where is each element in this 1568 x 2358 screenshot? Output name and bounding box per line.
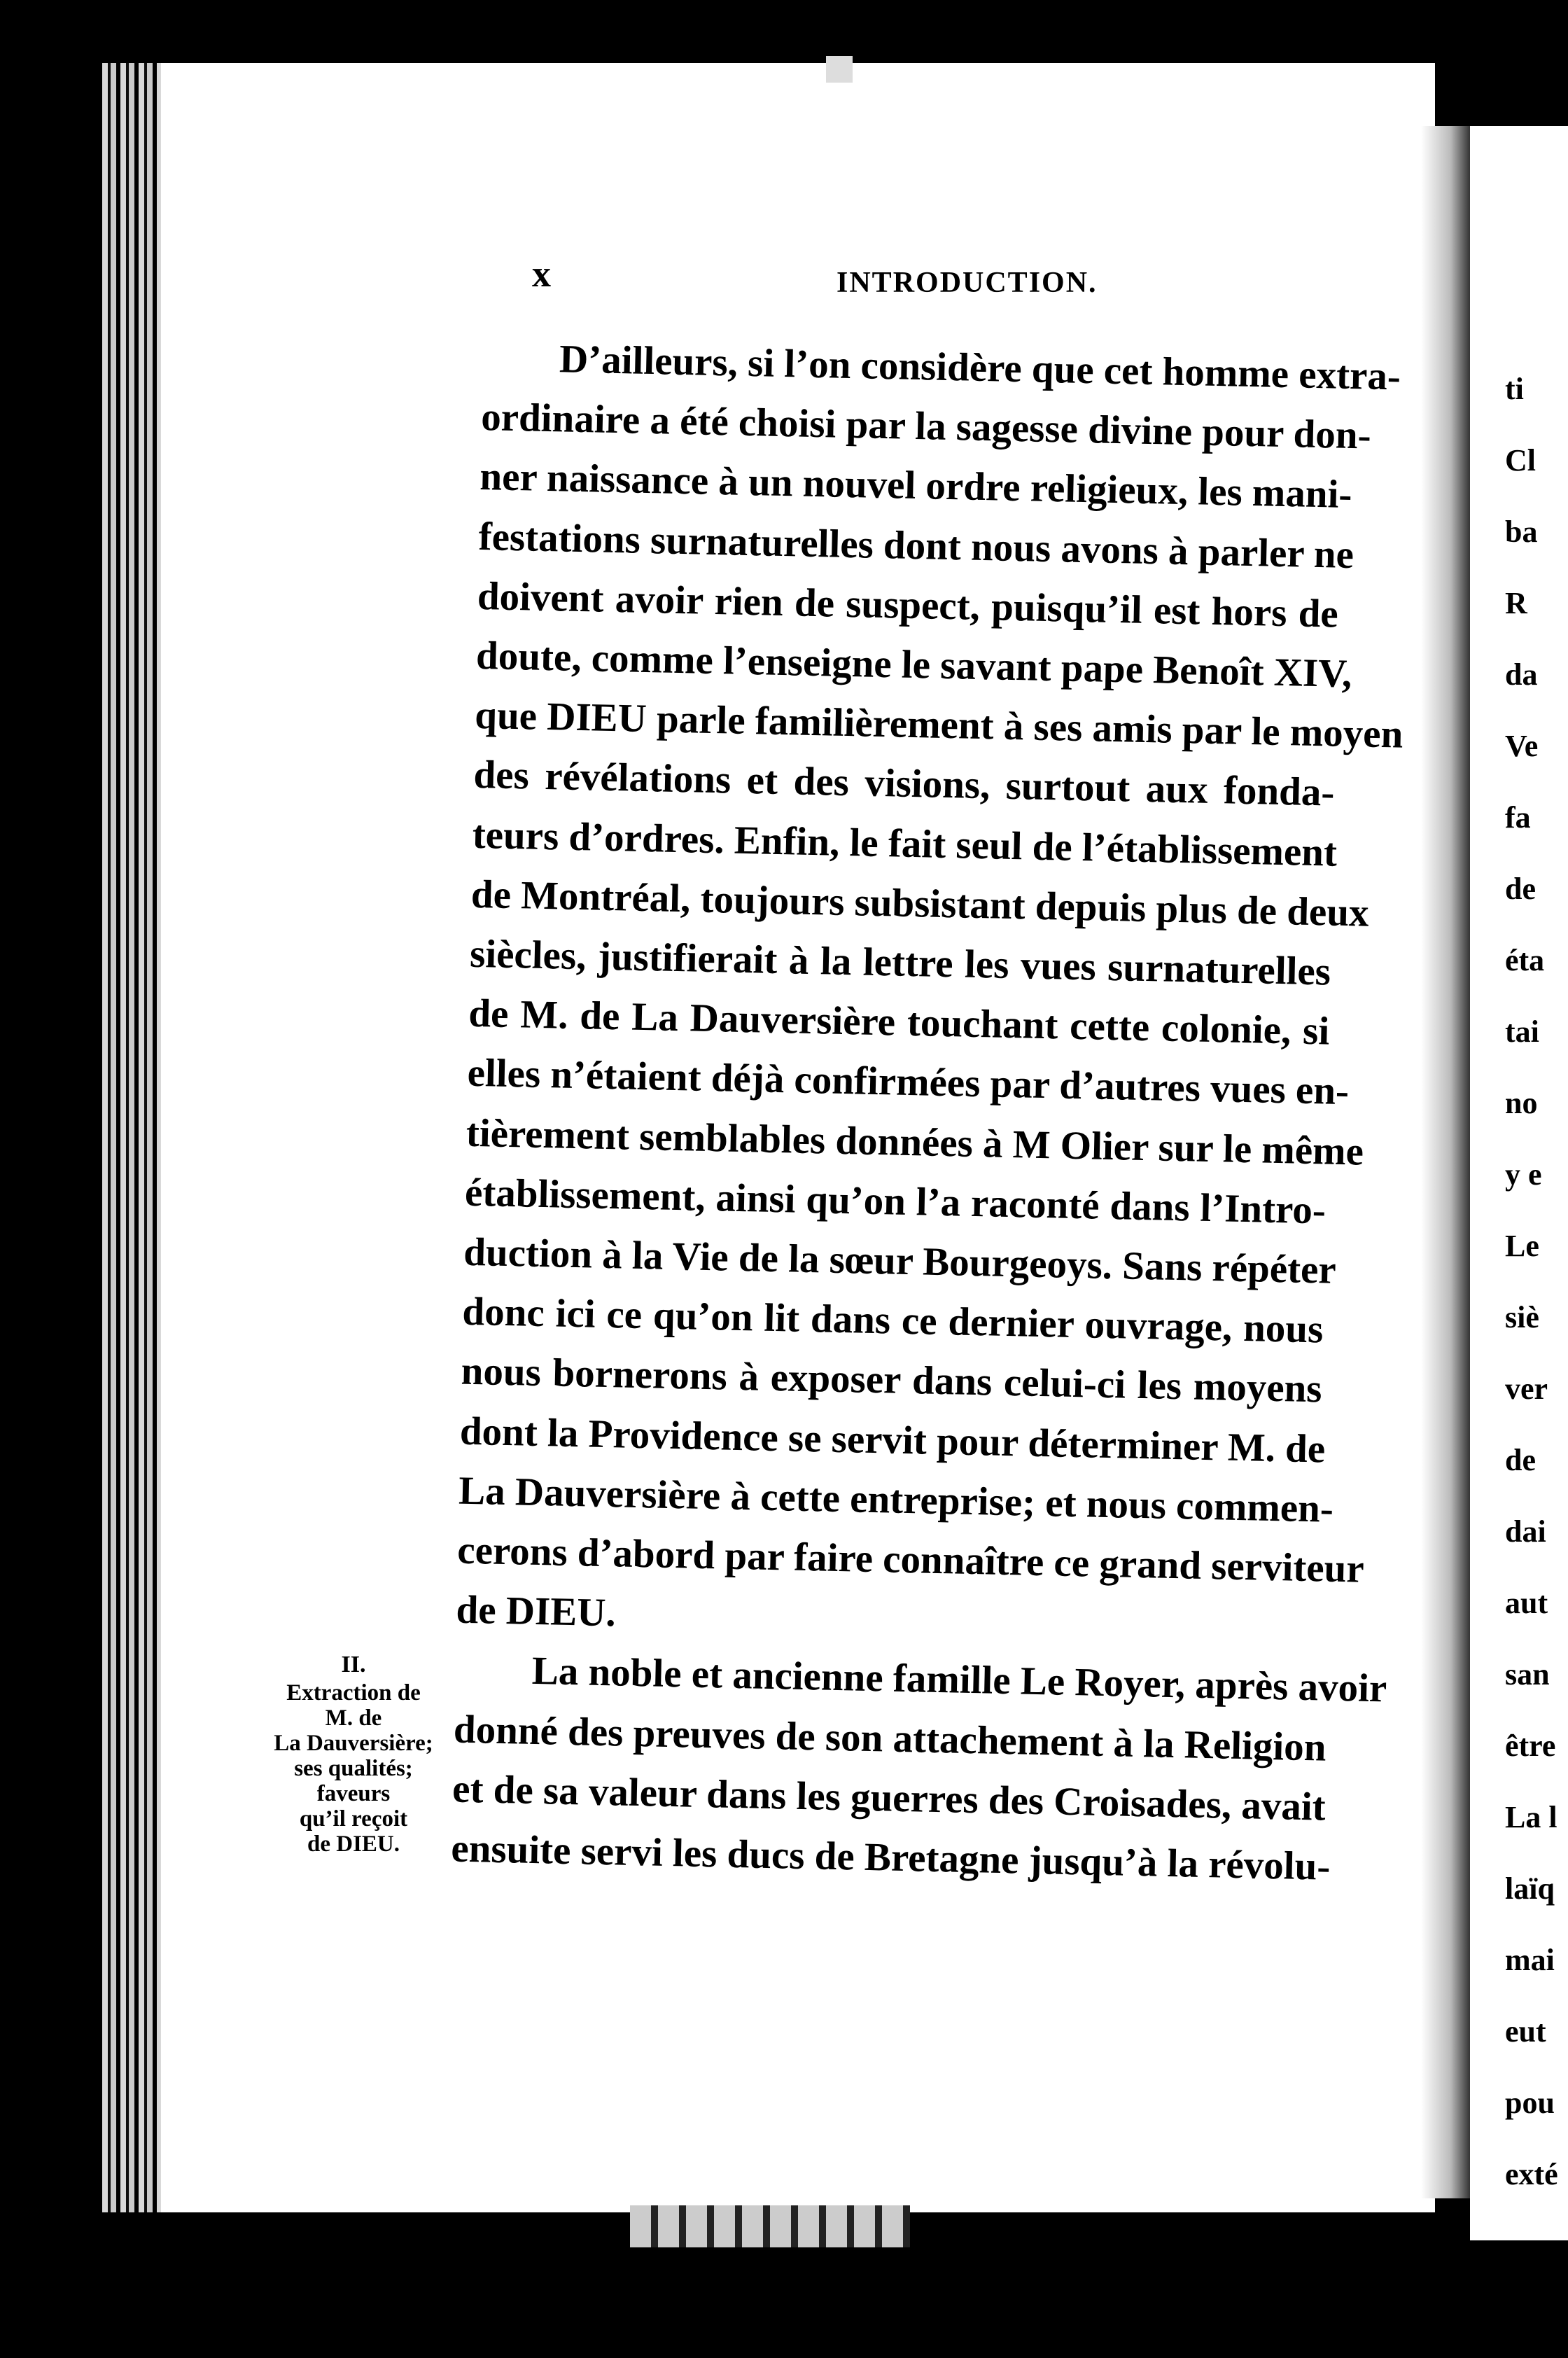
margin-note-line: qu’il reçoit bbox=[299, 1806, 408, 1832]
page-number: x bbox=[532, 253, 551, 295]
body-text bbox=[450, 328, 1404, 1897]
facing-page-fragment: no bbox=[1505, 1086, 1538, 1120]
facing-page-fragment: fa bbox=[1505, 800, 1531, 835]
text-line: des révélations et des visions, surtout aux fonda- bbox=[472, 753, 1336, 816]
margin-note-line: Extraction de bbox=[286, 1680, 421, 1705]
text-line: cerons d’abord par faire connaître ce grand serviteur bbox=[456, 1528, 1365, 1591]
text-line: siècles, justifierait à la lettre les vues surnaturelles bbox=[469, 931, 1331, 994]
text-line: La Dauversière à cette entreprise; et nous commen- bbox=[458, 1468, 1334, 1531]
facing-page-fragment: de bbox=[1505, 1443, 1536, 1477]
running-title: INTRODUCTION. bbox=[836, 267, 1098, 299]
text-line: établissement, ainsi qu’on l’a raconté dans l’Intro- bbox=[464, 1170, 1326, 1233]
margin-note-line: faveurs bbox=[316, 1781, 391, 1806]
text-line: nous bornerons à exposer dans celui-ci les moyens bbox=[461, 1349, 1323, 1411]
facing-page-fragment: Le bbox=[1505, 1229, 1539, 1263]
facing-page-fragment: laïq bbox=[1505, 1871, 1555, 1906]
facing-page-fragment: ver bbox=[1505, 1372, 1548, 1406]
text-line: ensuite servi les ducs de Bretagne jusqu’à la révolu- bbox=[450, 1826, 1331, 1889]
facing-page-fragment: tai bbox=[1505, 1014, 1539, 1049]
facing-page-fragment: être bbox=[1505, 1729, 1556, 1763]
facing-page-fragment: R bbox=[1505, 586, 1527, 620]
facing-page-fragment: aut bbox=[1505, 1586, 1548, 1620]
margin-note-line: ses qualités; bbox=[294, 1756, 413, 1781]
text-line: et de sa valeur dans les guerres des Croisades, avait bbox=[451, 1766, 1326, 1829]
facing-page-fragment: ti bbox=[1505, 372, 1524, 406]
facing-page-fragment: éta bbox=[1505, 943, 1545, 977]
facing-page-fragment: y e bbox=[1505, 1157, 1542, 1192]
margin-note bbox=[252, 1652, 455, 1857]
facing-page-fragment: pou bbox=[1505, 2086, 1555, 2120]
text-line: La noble et ancienne famille Le Royer, après avoir bbox=[531, 1649, 1387, 1711]
margin-note-line: La Dauversière; bbox=[274, 1731, 433, 1756]
facing-page-fragment: Cl bbox=[1505, 443, 1536, 477]
facing-page-fragment: de bbox=[1505, 872, 1536, 906]
text-line: doivent avoir rien de suspect, puisqu’il est hors de bbox=[477, 573, 1339, 636]
text-line: de Montréal, toujours subsistant depuis plus de deux bbox=[470, 872, 1370, 935]
facing-page-fragment: san bbox=[1505, 1657, 1550, 1691]
text-line: que DIEU parle familièrement à ses amis par le moyen bbox=[474, 693, 1404, 757]
text-line: donné des preuves de son attachement à la Religion bbox=[453, 1707, 1327, 1770]
text-line: D’ailleurs, si l’on considère que cet homme extra- bbox=[559, 337, 1401, 399]
facing-page-fragment: mai bbox=[1505, 1943, 1555, 1977]
scanner-clip-bottom bbox=[630, 2205, 910, 2247]
gutter-shadow bbox=[1421, 126, 1470, 2198]
text-line: dont la Providence se servit pour déterminer M. de bbox=[459, 1409, 1326, 1472]
facing-page-fragment: da bbox=[1505, 657, 1538, 692]
text-line: tièrement semblables données à M Olier sur le même bbox=[465, 1110, 1364, 1174]
facing-page-fragment: siè bbox=[1505, 1300, 1539, 1334]
book-page-edges bbox=[98, 63, 168, 2212]
text-line: de M. de La Dauversière touchant cette colonie, si bbox=[468, 991, 1330, 1054]
facing-page-fragment: exté bbox=[1505, 2157, 1558, 2191]
text-line: elles n’étaient déjà confirmées par d’autres vues en- bbox=[467, 1051, 1350, 1114]
facing-page-fragment: Ve bbox=[1505, 729, 1539, 763]
facing-page-fragment: eut bbox=[1505, 2014, 1546, 2049]
text-line: ordinaire a été choisi par la sagesse divine pour don- bbox=[480, 395, 1372, 458]
text-line: festations surnaturelles dont nous avons à parler ne bbox=[478, 514, 1354, 577]
margin-note-line: M. de bbox=[325, 1705, 382, 1731]
scanner-clip-top bbox=[826, 56, 853, 83]
text-line: de DIEU. bbox=[455, 1587, 617, 1635]
text-line: teurs d’ordres. Enfin, le fait seul de l’établissement bbox=[472, 812, 1338, 875]
facing-page-fragment: dai bbox=[1505, 1514, 1546, 1549]
text-line: ner naissance à un nouvel ordre religieux, les mani- bbox=[479, 454, 1353, 517]
margin-note-number: II. bbox=[341, 1652, 366, 1677]
facing-page-fragment: ba bbox=[1505, 515, 1538, 549]
facing-page-fragment: La l bbox=[1505, 1800, 1558, 1834]
text-line: doute, comme l’enseigne le savant pape Benoît XIV, bbox=[475, 633, 1352, 697]
text-line: duction à la Vie de la sœur Bourgeoys. Sans répéter bbox=[463, 1229, 1337, 1292]
margin-note-line: de DIEU. bbox=[307, 1832, 400, 1857]
text-line: donc ici ce qu’on lit dans ce dernier ouvrage, nous bbox=[461, 1289, 1324, 1352]
